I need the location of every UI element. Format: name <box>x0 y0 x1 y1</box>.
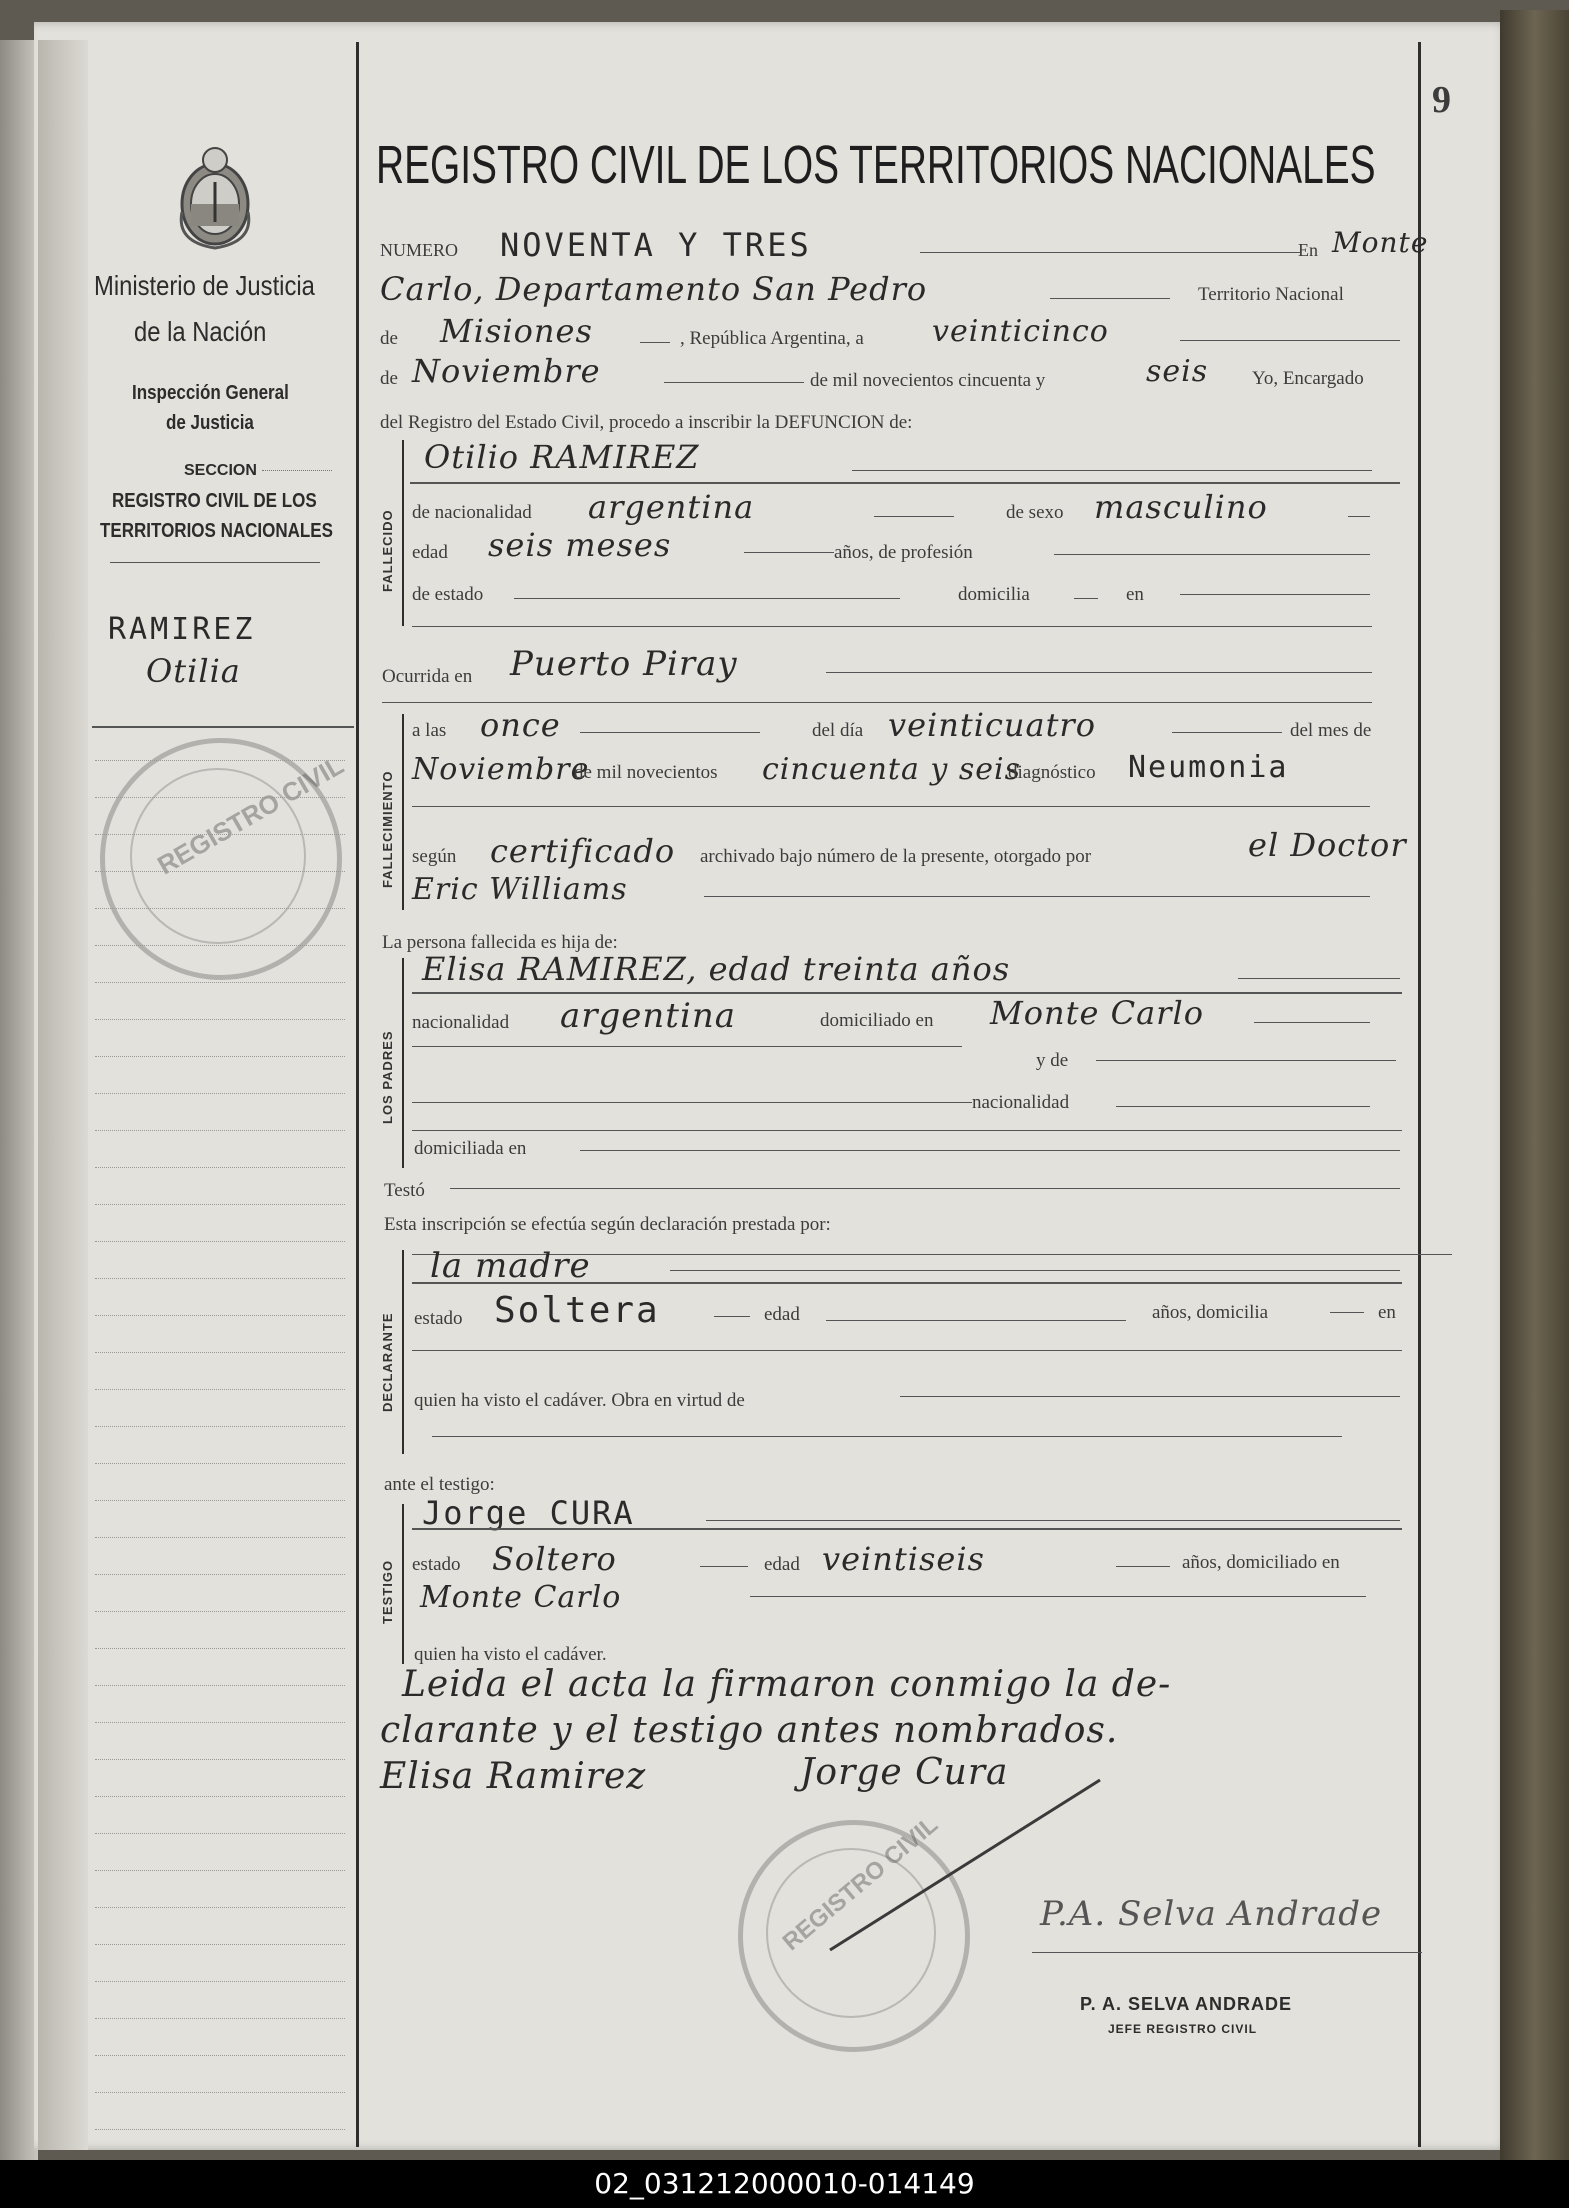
numero-value: NOVENTA Y TRES <box>500 226 812 264</box>
numero-line <box>920 252 1300 253</box>
sexo-label: de sexo <box>1006 502 1064 523</box>
territorio-label: Territorio Nacional <box>1198 284 1344 305</box>
declarante-name-line <box>670 1270 1400 1271</box>
declarante-edad-label: edad <box>764 1304 800 1325</box>
signature-witness: Jorge Cura <box>800 1752 1009 1793</box>
domiciliado-label: domiciliado en <box>820 1010 934 1031</box>
fallecido-name-line <box>852 470 1372 471</box>
column-divider-left <box>356 42 359 2147</box>
ministry-line-2: de la Nación <box>134 316 267 347</box>
margin-ruled-line <box>95 1574 345 1575</box>
margin-ruled-line <box>95 1870 345 1871</box>
margin-surname: RAMIREZ <box>108 612 256 647</box>
book-binding <box>1500 10 1569 2160</box>
encargado-label: Yo, Encargado <box>1252 368 1364 389</box>
de-label-1: de <box>380 328 398 349</box>
margin-ruled-line <box>95 1907 345 1908</box>
declarante-anos-line <box>1330 1312 1364 1313</box>
margin-ruled-line <box>95 1500 345 1501</box>
padres-blank-line-1 <box>412 1046 962 1047</box>
official-signature-line <box>1032 1952 1422 1953</box>
declarante-anos-label: años, domicilia <box>1152 1302 1269 1323</box>
official-signature: P.A. Selva Andrade <box>1040 1894 1383 1934</box>
declarante-side-label: DECLARANTE <box>380 1312 395 1412</box>
place-line <box>1050 298 1170 299</box>
margin-ruled-line <box>95 1796 345 1797</box>
padres-rule-1 <box>412 992 1402 994</box>
testigo-domicilio-value: Monte Carlo <box>420 1580 622 1615</box>
previous-page-edge <box>0 40 38 2160</box>
margin-given-name: Otilia <box>146 652 241 690</box>
testigo-bracket <box>402 1504 404 1664</box>
declarante-visto-line <box>900 1396 1400 1397</box>
margin-ruled-line <box>95 1722 345 1723</box>
testigo-edad-value: veintiseis <box>822 1540 985 1578</box>
margin-ruled-line <box>95 1278 345 1279</box>
testigo-name-line <box>706 1520 1400 1521</box>
anos-profesion-label: años, de profesión <box>834 542 973 563</box>
segun-label: según <box>412 846 457 867</box>
domiciliada-line <box>580 1150 1400 1151</box>
inspection-line-1: Inspección General <box>132 382 289 404</box>
margin-ruled-line <box>95 2018 345 2019</box>
fallecido-rule-1 <box>410 482 1400 484</box>
en-label: En <box>1298 240 1318 260</box>
padres-side-label: LOS PADRES <box>380 1030 395 1124</box>
page-gutter-shadow <box>38 40 88 2150</box>
margin-ruled-line <box>95 1685 345 1686</box>
nacionalidad-label: de nacionalidad <box>412 502 532 523</box>
declarante-rule-2 <box>412 1350 1402 1351</box>
margin-ruled-line <box>95 1981 345 1982</box>
territorio-line <box>640 342 670 343</box>
otorgado-value: el Doctor <box>1248 826 1407 864</box>
ocurrida-label: Ocurrida en <box>382 666 473 687</box>
testigo-side-label: TESTIGO <box>380 1559 395 1624</box>
ocurrida-line <box>826 672 1372 673</box>
section-name-line-2: TERRITORIOS NACIONALES <box>100 520 333 542</box>
declarante-name: la madre <box>430 1246 591 1286</box>
nacionalidad2-label: nacionalidad <box>972 1092 1070 1113</box>
declarante-estado-label: estado <box>414 1308 463 1329</box>
yde-label: y de <box>1036 1050 1069 1071</box>
fallecido-bracket <box>402 440 404 626</box>
official-title: JEFE REGISTRO CIVIL <box>1108 2022 1258 2036</box>
testigo-estado-label: estado <box>412 1554 461 1575</box>
declarante-rule-3 <box>432 1436 1342 1437</box>
margin-ruled-line <box>95 1759 345 1760</box>
testigo-edad-line <box>1116 1566 1170 1567</box>
yde-line <box>1096 1060 1396 1061</box>
margin-ruled-line <box>95 2129 345 2130</box>
testigo-visto-label: quien ha visto el cadáver. <box>414 1644 607 1665</box>
declarante-visto-label: quien ha visto el cadáver. Obra en virtud de <box>414 1390 745 1411</box>
margin-ruled-line <box>95 1833 345 1834</box>
testigo-anos-label: años, domiciliado en <box>1182 1552 1340 1573</box>
margin-ruled-line <box>95 797 345 798</box>
diagnostico-label: diagnóstico <box>1008 762 1096 783</box>
estado-label: de estado <box>412 584 484 605</box>
domiciliado-line <box>1254 1022 1370 1023</box>
intro-line: del Registro del Estado Civil, procedo a inscribir la DEFUNCION de: <box>380 412 913 433</box>
column-divider-right <box>1418 42 1421 2147</box>
fallecimiento-rule-1 <box>412 806 1370 807</box>
fallecido-en-line <box>1180 594 1370 595</box>
margin-ruled-line <box>95 1056 345 1057</box>
hora-line <box>580 732 760 733</box>
margin-ruled-line <box>95 1537 345 1538</box>
declarante-estado-value: Soltera <box>494 1290 660 1331</box>
anio-value: cincuenta y seis <box>762 752 1022 787</box>
margin-ruled-line <box>95 2055 345 2056</box>
domicilio-label: domicilia <box>958 584 1030 605</box>
archivado-label: archivado bajo número de la presente, otorgado por <box>700 846 1092 867</box>
margin-ruled-line <box>95 871 345 872</box>
en-value: Monte <box>1332 226 1429 259</box>
declarante-bracket <box>402 1250 404 1454</box>
closing-line-1: Leida el acta la firmaron conmigo la de- <box>402 1664 1172 1705</box>
padres-nacionalidad-label: nacionalidad <box>412 1012 510 1033</box>
deldia-label: del día <box>812 720 864 741</box>
padres-rule-2 <box>412 1130 1402 1131</box>
territorio-value: Misiones <box>440 312 593 350</box>
profesion-line <box>1054 554 1370 555</box>
declarante-rule-1 <box>412 1282 1402 1284</box>
padres-blank-line-2 <box>412 1102 972 1103</box>
margin-ruled-line <box>95 1204 345 1205</box>
testigo-estado-value: Soltero <box>492 1540 617 1578</box>
demil-label: de mil novecientos <box>574 762 718 783</box>
margin-ruled-line <box>95 1315 345 1316</box>
margin-ruled-line <box>95 1426 345 1427</box>
ocurrida-rule <box>382 702 1372 703</box>
signature-mother: Elisa Ramirez <box>380 1756 647 1797</box>
testigo-edad-label: edad <box>764 1554 800 1575</box>
margin-ruled-line <box>95 982 345 983</box>
testo-line <box>450 1188 1400 1189</box>
section-name-line-1: REGISTRO CIVIL DE LOS <box>112 490 317 512</box>
madre-line <box>1238 978 1400 979</box>
declarante-en-label: en <box>1378 1302 1396 1323</box>
delmes-label: del mes de <box>1290 720 1372 741</box>
margin-ruled-line <box>95 1463 345 1464</box>
margin-ruled-line <box>95 1352 345 1353</box>
margin-ruled-line <box>95 908 345 909</box>
official-name: P. A. SELVA ANDRADE <box>1080 1994 1293 2014</box>
testigo-estado-line <box>700 1566 748 1567</box>
dia-value: veinticuatro <box>888 706 1096 744</box>
alas-label: a las <box>412 720 447 741</box>
margin-ruled-line <box>95 1611 345 1612</box>
declarante-edad-line <box>826 1320 1126 1321</box>
ocurrida-value: Puerto Piray <box>510 644 738 684</box>
day-value: veinticinco <box>932 314 1109 349</box>
nacionalidad-value: argentina <box>588 488 755 526</box>
fallecido-rule-2 <box>412 626 1372 627</box>
hija-label: La persona fallecida es hija de: <box>382 932 618 953</box>
page-number: 9 <box>1432 79 1451 121</box>
margin-ruled-line <box>95 1167 345 1168</box>
declarante-estado-line <box>714 1316 750 1317</box>
domicilio-line <box>1074 598 1098 599</box>
edad-line <box>744 552 834 553</box>
fallecido-en-label: en <box>1126 584 1144 605</box>
madre-value: Elisa RAMIREZ, edad treinta años <box>422 950 1011 988</box>
sexo-line <box>1348 516 1370 517</box>
margin-ruled-line <box>95 1944 345 1945</box>
month-line <box>664 382 804 383</box>
domiciliada-label: domiciliada en <box>414 1138 527 1159</box>
padres-nacionalidad-value: argentina <box>560 996 737 1036</box>
month-value: Noviembre <box>412 352 601 390</box>
day-line <box>1180 340 1400 341</box>
testigo-rule-1 <box>412 1528 1402 1530</box>
fallecimiento-side-label: FALLECIMIENTO <box>380 770 395 888</box>
form-title: REGISTRO CIVIL DE LOS TERRITORIOS NACIONALES <box>376 135 1376 195</box>
fallecido-name: Otilio RAMIREZ <box>424 438 700 476</box>
margin-ruled-line <box>95 1648 345 1649</box>
margin-ruled-line <box>95 834 345 835</box>
sexo-value: masculino <box>1094 488 1268 526</box>
margin-ruled-line <box>95 2092 345 2093</box>
margin-ruled-line <box>95 1241 345 1242</box>
padres-bracket <box>402 958 404 1168</box>
place-value: Carlo, Departamento San Pedro <box>380 270 928 308</box>
doctor-line <box>704 896 1370 897</box>
section-dotted-line <box>262 470 332 471</box>
edad-value: seis meses <box>488 526 672 564</box>
margin-ruled-line <box>95 760 345 761</box>
numero-label: NUMERO <box>380 240 459 260</box>
hora-value: once <box>480 706 561 744</box>
fallecimiento-bracket <box>402 714 404 910</box>
republica-label: , República Argentina, a <box>680 328 864 349</box>
testo-label: Testó <box>384 1180 425 1201</box>
margin-divider <box>92 726 354 728</box>
official-seal-text: REGISTRO CIVIL <box>777 1811 944 1957</box>
edad-label: edad <box>412 542 448 563</box>
fallecido-side-label: FALLECIDO <box>380 509 395 592</box>
dia-line <box>1172 732 1282 733</box>
inspection-line-2: de Justicia <box>166 412 254 434</box>
margin-ruled-line <box>95 945 345 946</box>
testigo-name: Jorge CURA <box>422 1494 635 1532</box>
domiciliado-value: Monte Carlo <box>990 994 1204 1032</box>
image-caption: 02_031212000010-014149 <box>0 2160 1569 2208</box>
closing-line-2: clarante y el testigo antes nombrados. <box>380 1710 1119 1751</box>
nacionalidad-line <box>874 516 954 517</box>
year-value: seis <box>1146 354 1209 389</box>
testigo-intro: ante el testigo: <box>384 1474 495 1495</box>
doctor-value: Eric Williams <box>412 872 628 907</box>
margin-ruled-line <box>95 1389 345 1390</box>
certificado-value: certificado <box>490 832 676 870</box>
nacionalidad2-line <box>1116 1106 1370 1107</box>
diagnostico-value: Neumonia <box>1128 750 1289 785</box>
margin-seal-text: REGISTRO CIVIL <box>152 749 349 881</box>
mes-value: Noviembre <box>412 752 590 787</box>
declaracion-label: Esta inscripción se efectúa según declaración prestada por: <box>384 1214 831 1235</box>
coat-of-arms-icon <box>174 142 256 254</box>
de-label-2: de <box>380 368 398 389</box>
year-label: de mil novecientos cincuenta y <box>810 370 1046 391</box>
margin-ruled-line <box>95 1093 345 1094</box>
section-underline <box>110 562 320 563</box>
estado-line <box>514 598 900 599</box>
margin-ruled-line <box>95 1019 345 1020</box>
section-label: SECCION <box>184 462 257 479</box>
margin-ruled-line <box>95 1130 345 1131</box>
ministry-line-1: Ministerio de Justicia <box>94 270 315 301</box>
testigo-domicilio-line <box>750 1596 1366 1597</box>
